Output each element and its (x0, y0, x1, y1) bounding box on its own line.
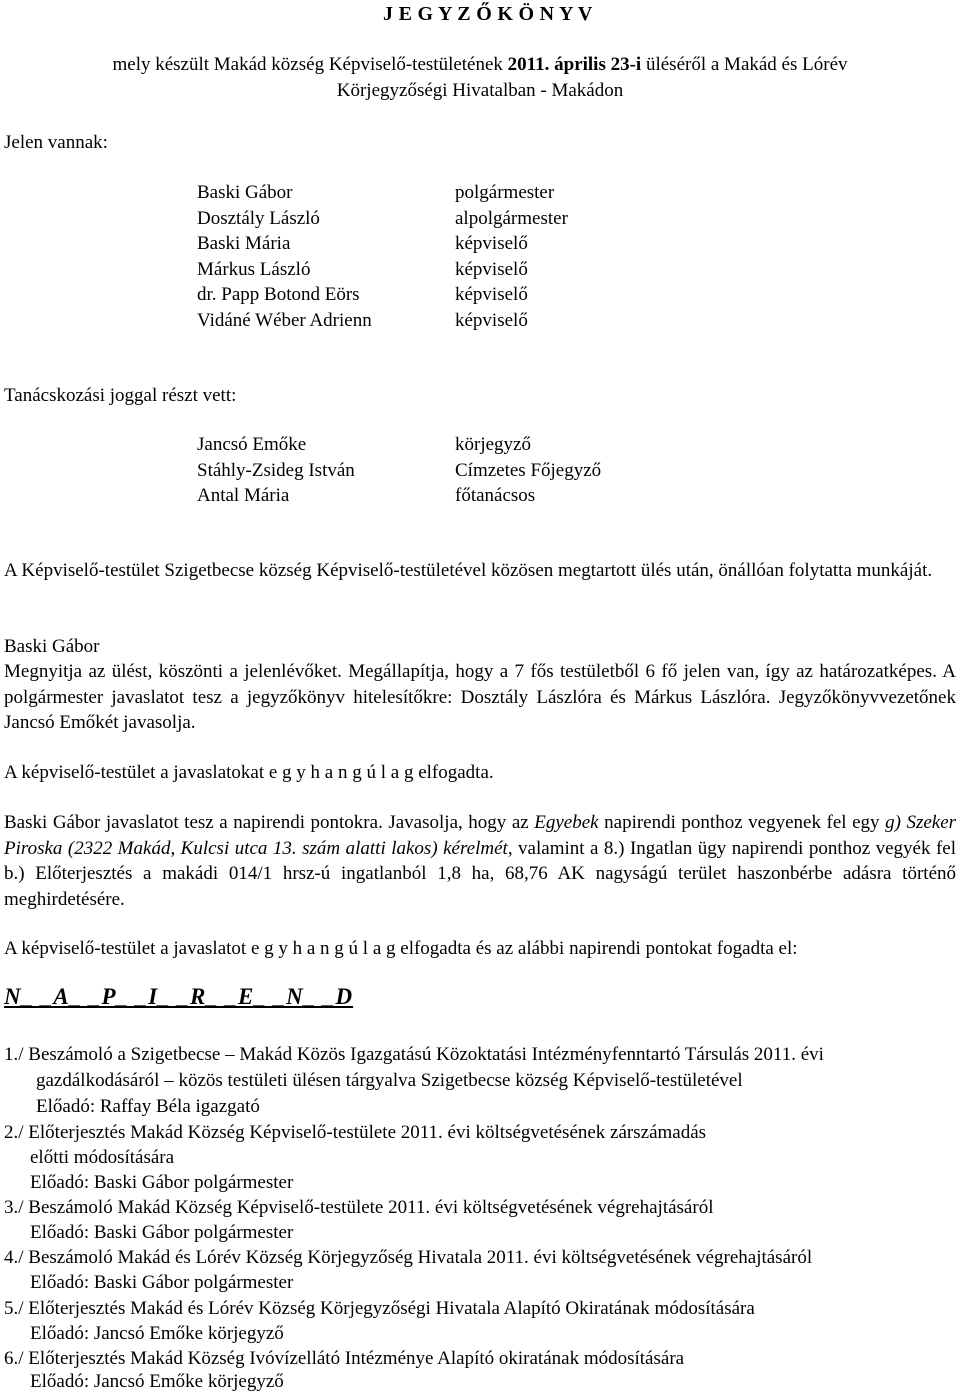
agenda-item-4-presenter: Előadó: Baski Gábor polgármester (30, 1272, 294, 1293)
paragraph-session-continued: A Képviselő-testület Szigetbecse község Képviselő-testületével közösen megtartott ülés után, önállóan folytatta munkáját. (4, 560, 933, 581)
present-name: Baski Gábor (197, 182, 293, 203)
advisory-role: körjegyző (455, 434, 531, 455)
subtitle-part1: mely készült Makád község Képviselő-testületének (112, 54, 503, 75)
present-role: képviselő (455, 309, 528, 331)
agenda-item-3-presenter: Előadó: Baski Gábor polgármester (30, 1222, 294, 1243)
agenda-heading: N_ _A_ _P_ _I_ _R_ _E_ _N_ _D (4, 984, 354, 1009)
present-names (197, 180, 372, 333)
present-role: képviselő (455, 258, 528, 280)
subtitle-date: 2011. április 23-i (507, 54, 642, 75)
advisory-name: Stáhly-Zsideg István (197, 459, 355, 481)
paragraph-agenda-proposal (4, 810, 956, 912)
decision1-unanimous: e g y h a n g ú l a g (268, 762, 414, 783)
agenda-item-5-line1: 5./ Előterjesztés Makád és Lórév Község Körjegyzőségi Hivatala Alapító Okiratának módosítására (4, 1298, 755, 1319)
agenda-item-1-line1: 1./ Beszámoló a Szigetbecse – Makád Közös Igazgatású Közoktatási Intézményfenntartó Társulás 2011. évi (4, 1044, 824, 1065)
agenda-item-1-presenter: Előadó: Raffay Béla igazgató (36, 1096, 260, 1117)
advisory-role: főtanácsos (455, 485, 536, 506)
decision2-unanimous: e g y h a n g ú l a g (250, 938, 396, 959)
decision-agenda (4, 936, 798, 962)
present-roles (455, 180, 568, 333)
present-role: polgármester (455, 182, 555, 203)
advisory-name: Antal Mária (197, 485, 290, 506)
present-name: Vidáné Wéber Adrienn (197, 309, 372, 331)
agenda-item-6-line1: 6./ Előterjesztés Makád Község Ivóvízellátó Intézménye Alapító okiratának módosítására (4, 1348, 685, 1369)
present-name: Márkus László (197, 258, 311, 280)
paragraph-opening: Megnyitja az ülést, köszönti a jelenlévőket. Megállapítja, hogy a 7 fős testületből 6 fő jelen van, így az határozatképes. A polgármester javaslatot tesz a jegyzőkönyv hitelesítőkre: Dosztály Lászlóra és Márkus Lászlóra. Jegyzőkönyvvezetőnek Jancsó Emőkét javasolja. (4, 661, 956, 733)
present-role: képviselő (455, 284, 528, 305)
p3-mid: napirendi ponthoz vegyenek fel egy (604, 812, 880, 833)
document-title: J E G Y Z Ő K Ö N Y V (383, 3, 593, 25)
advisory-names (197, 432, 355, 509)
p3-intro: Baski Gábor javaslatot tesz a napirendi pontokra. Javasolja, hogy az (4, 812, 529, 833)
present-heading: Jelen vannak: (4, 132, 108, 153)
agenda-item-5-presenter: Előadó: Jancsó Emőke körjegyző (30, 1323, 284, 1344)
agenda-item-4-line1: 4./ Beszámoló Makád és Lórév Község Körjegyzőség Hivatala 2011. évi költségvetésének végrehajtásáról (4, 1247, 813, 1268)
present-name: Baski Mária (197, 233, 291, 254)
p3-request: g) Szeker Piroska (2322 Makád, Kulcsi utca 13. szám alatti lakos) kérelmét (4, 812, 957, 859)
speaker-name: Baski Gábor (4, 636, 100, 657)
agenda-item-2-line1: 2./ Előterjesztés Makád Község Képviselő-testülete 2011. évi költségvetésének zárszámadás (4, 1122, 707, 1143)
subtitle-line2: Körjegyzőségi Hivatalban - Makádon (336, 80, 624, 101)
decision1-end: elfogadta. (418, 762, 494, 783)
advisory-roles (455, 432, 601, 509)
decision2-end: elfogadta és az alábbi napirendi pontokat fogadta el: (400, 938, 798, 959)
advisory-role: Címzetes Főjegyző (455, 459, 602, 481)
document-subtitle (0, 52, 960, 78)
subtitle-part2: üléséről a Makád és Lórév (645, 54, 848, 75)
present-name: dr. Papp Botond Eörs (197, 284, 360, 305)
p3-rest: , valamint a 8.) Ingatlan ügy napirendi ponthoz vegyék fel b.) Előterjesztés a makádi 014/1 hrsz-ú ingatlanból 1,8 ha, 68,76 AK nagyságú terület haszonbérbe adásra történő meghirdetésére. (4, 837, 956, 910)
decision2-text: A képviselő-testület a javaslatot (4, 938, 247, 959)
decision1-text: A képviselő-testület a javaslatokat (4, 762, 265, 783)
decision-minutes (4, 760, 494, 786)
advisory-name: Jancsó Emőke (197, 434, 307, 455)
agenda-item-2-line2: előtti módosítására (30, 1147, 175, 1168)
agenda-item-1-line2: gazdálkodásáról – közös testületi ülésen tárgyalva Szigetbecse község Képviselő-testületével (36, 1070, 743, 1091)
present-role: alpolgármester (455, 207, 568, 229)
advisory-heading: Tanácskozási joggal részt vett: (4, 385, 237, 406)
p3-egyebek: Egyebek (534, 812, 599, 833)
present-name: Dosztály László (197, 207, 320, 229)
agenda-item-3-line1: 3./ Beszámoló Makád Község Képviselő-testülete 2011. évi költségvetésének végrehajtásáról (4, 1197, 714, 1218)
agenda-item-6-presenter: Előadó: Jancsó Emőke körjegyző (30, 1371, 284, 1392)
agenda-item-2-presenter: Előadó: Baski Gábor polgármester (30, 1172, 294, 1193)
present-role: képviselő (455, 233, 528, 254)
